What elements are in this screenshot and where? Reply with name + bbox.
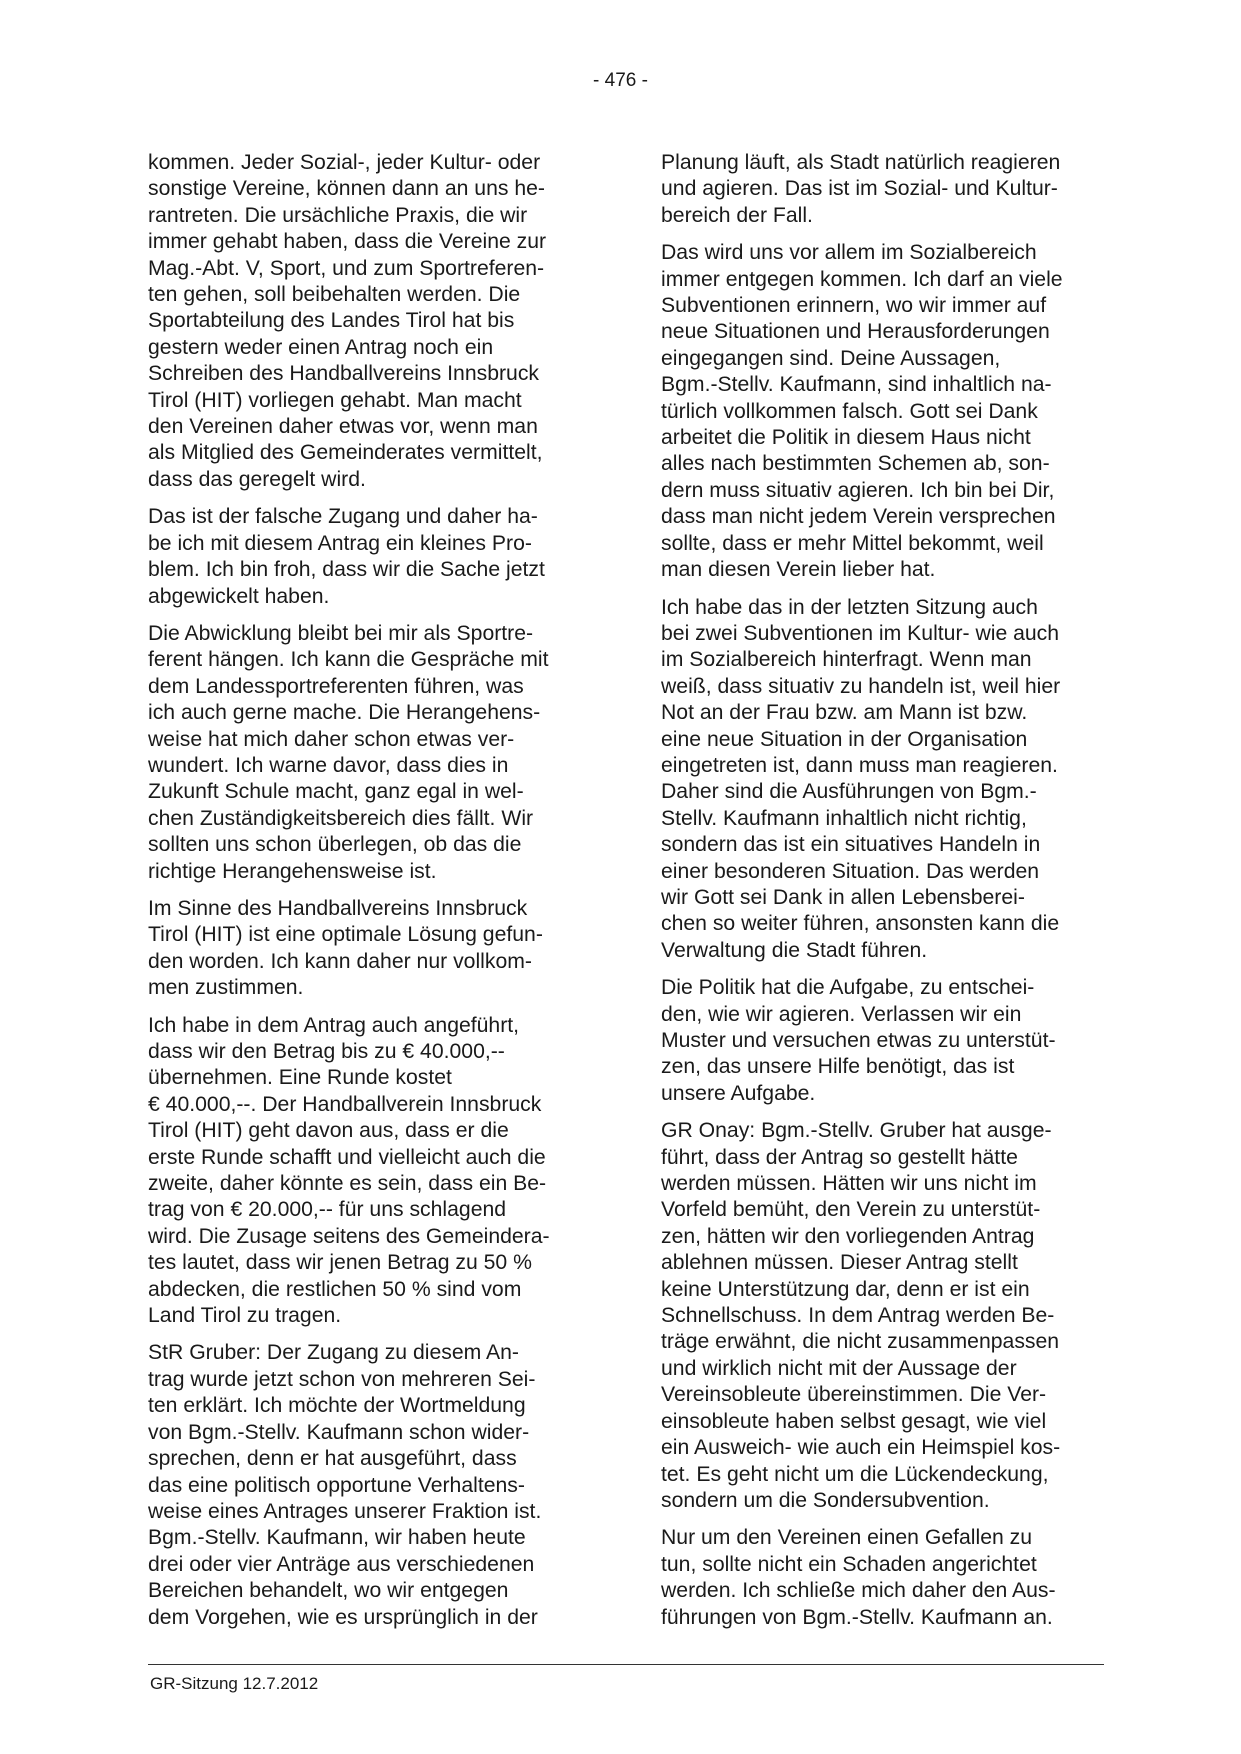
footer-divider: [148, 1664, 1104, 1665]
paragraph: Planung läuft, als Stadt natürlich reagieren und agieren. Das ist im Sozial- und Kultur- bereich der Fall.: [661, 151, 1061, 227]
right-text-column: [661, 150, 1099, 1642]
page-number: - 476 -: [593, 70, 648, 91]
left-text-column: [148, 150, 586, 1642]
paragraph: StR Gruber: Der Zugang zu diesem An- trag wurde jetzt schon von mehreren Sei- ten erklärt. Ich möchte der Wortmeldung von Bgm.-Stellv. Kaufmann schon wider- sprechen, denn er hat ausgeführt, dass das eine politisch opportune Verhaltens- weise eines Antrages unserer Fraktion ist. Bgm.-Stellv. Kaufmann, wir haben heute drei oder vier Anträge aus verschiedenen Bereichen behandelt, wo wir entgegen dem Vorgehen, wie es ursprünglich in der: [148, 1341, 542, 1629]
paragraph: Das wird uns vor allem im Sozialbereich immer entgegen kommen. Ich darf an viele Subventionen erinnern, wo wir immer auf neue Situationen und Herausforderungen eingegangen sind. Deine Aussagen, Bgm.-Stellv. Kaufmann, sind inhaltlich na- türlich vollkommen falsch. Gott sei Dank arbeitet die Politik in diesem Haus nicht alles nach bestimmten Schemen ab, son- dern muss situativ agieren. Ich bin bei Dir, dass man nicht jedem Verein versprechen sollte, dass er mehr Mittel bekommt, weil man diesen Verein lieber hat.: [661, 241, 1063, 582]
paragraph: Die Abwicklung bleibt bei mir als Sportre- ferent hängen. Ich kann die Gespräche mit dem Landessportreferenten führen, was ich auch gerne mache. Die Herangehens- weise hat mich daher schon etwas ver- wundert. Ich warne davor, dass dies in Zukunft Schule macht, ganz egal in wel- chen Zuständigkeitsbereich dies fällt. Wir sollten uns schon überlegen, ob das die richtige Herangehensweise ist.: [148, 621, 549, 883]
paragraph: GR Onay: Bgm.-Stellv. Gruber hat ausge- führt, dass der Antrag so gestellt hätte werden müssen. Hätten wir uns nicht im Vorfeld bemüht, den Verein zu unterstüt- zen, hätten wir den vorliegenden Antrag ablehnen müssen. Dieser Antrag stellt keine Unterstützung dar, denn er ist ein Schnellschuss. In dem Antrag werden Be- träge erwähnt, die nicht zusammenpassen und wirklich nicht mit der Aussage der Vereinsobleute übereinstimmen. Die Ver- einsobleute haben selbst gesagt, wie viel ein Ausweich- wie auch ein Heimspiel kos- tet. Es geht nicht um die Lückendeckung, sondern um die Sondersubvention.: [661, 1119, 1061, 1512]
paragraph: Im Sinne des Handballvereins Innsbruck Tirol (HIT) ist eine optimale Lösung gefun- den worden. Ich kann daher nur vollkom- men zustimmen.: [148, 896, 543, 1000]
paragraph: Ich habe das in der letzten Sitzung auch bei zwei Subventionen im Kultur- wie auch im Sozialbereich hinterfragt. Wenn man weiß, dass situativ zu handeln ist, weil hier Not an der Frau bzw. am Mann ist bzw. eine neue Situation in der Organisation eingetreten ist, dann muss man reagieren. Daher sind die Ausführungen von Bgm.- Stellv. Kaufmann inhaltlich nicht richtig, sondern das ist ein situatives Handeln in einer besonderen Situation. Das werden wir Gott sei Dank in allen Lebensberei- chen so weiter führen, ansonsten kann die Verwaltung die Stadt führen.: [661, 595, 1061, 962]
paragraph: Ich habe in dem Antrag auch angeführt, dass wir den Betrag bis zu € 40.000,-- übernehmen. Eine Runde kostet € 40.000,--. Der Handballverein Innsbruck Tirol (HIT) geht davon aus, dass er die erste Runde schafft und vielleicht auch die zweite, daher könnte es sein, dass ein Be- trag von € 20.000,-- für uns schlagend wird. Die Zusage seitens des Gemeindera- tes lautet, dass wir jenen Betrag zu 50 % abdecken, die restlichen 50 % sind vom Land Tirol zu tragen.: [148, 1013, 550, 1328]
paragraph: kommen. Jeder Sozial-, jeder Kultur- oder sonstige Vereine, können dann an uns he- rantreten. Die ursächliche Praxis, die wir immer gehabt haben, dass die Vereine zur Mag.-Abt. V, Sport, und zum Sportreferen- ten gehen, soll beibehalten werden. Die Sportabteilung des Landes Tirol hat bis gestern weder einen Antrag noch ein Schreiben des Handballvereins Innsbruck Tirol (HIT) vorliegen gehabt. Man macht den Vereinen daher etwas vor, wenn man als Mitglied des Gemeinderates vermittelt, dass das geregelt wird.: [148, 151, 547, 491]
paragraph: Die Politik hat die Aufgabe, zu entschei- den, wie wir agieren. Verlassen wir ein Muster und versuchen etwas zu unterstüt- zen, das unsere Hilfe benötigt, das ist unsere Aufgabe.: [661, 976, 1056, 1105]
paragraph: Nur um den Vereinen einen Gefallen zu tun, sollte nicht ein Schaden angerichtet werden. Ich schließe mich daher den Aus- führungen von Bgm.-Stellv. Kaufmann an.: [661, 1526, 1056, 1629]
footer-meeting-date: GR-Sitzung 12.7.2012: [150, 1674, 319, 1693]
paragraph: Das ist der falsche Zugang und daher ha- be ich mit diesem Antrag ein kleines Pro- blem. Ich bin froh, dass wir die Sache jetzt abgewickelt haben.: [148, 505, 545, 608]
